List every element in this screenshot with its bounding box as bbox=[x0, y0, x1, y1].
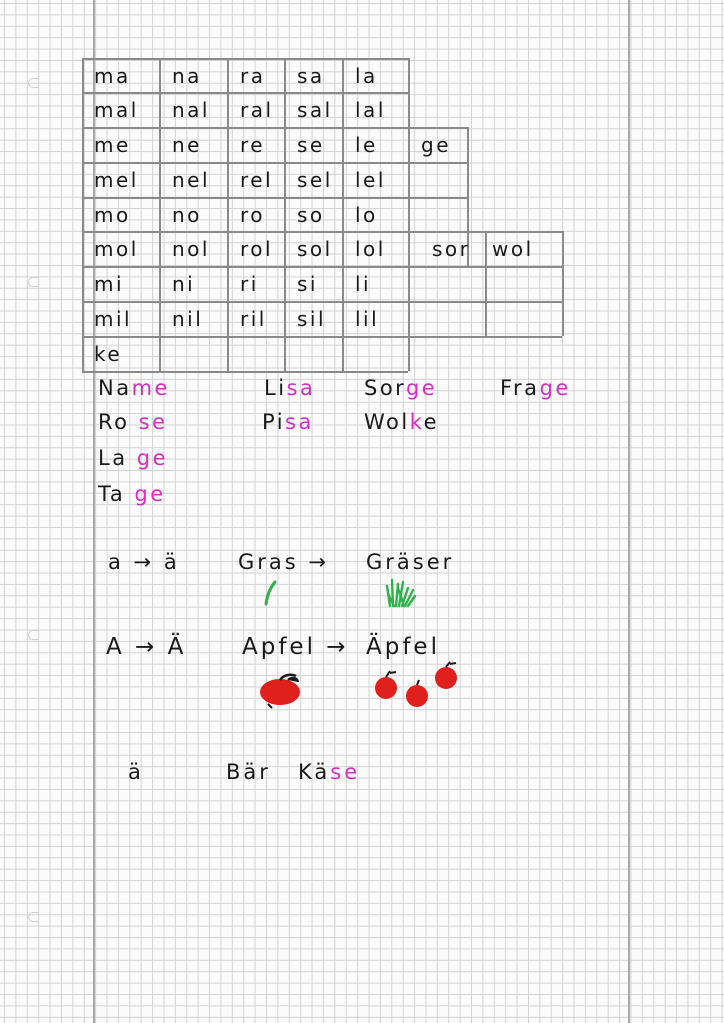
table-cell: le bbox=[355, 133, 378, 157]
table-cell: re bbox=[240, 133, 266, 157]
word-base: Fra bbox=[500, 376, 540, 400]
table-cell: nal bbox=[172, 98, 210, 122]
word-rose bbox=[98, 410, 168, 434]
table-cell: me bbox=[94, 133, 131, 157]
table-cell: ro bbox=[240, 203, 266, 227]
word-ending: ge bbox=[405, 376, 438, 400]
table-cell: sol bbox=[297, 237, 333, 261]
right-margin-line bbox=[628, 0, 630, 1023]
punch-hole bbox=[28, 912, 39, 922]
table-cell: li bbox=[355, 272, 372, 296]
word-ending: ge bbox=[136, 446, 168, 470]
single-grass-blade-icon bbox=[258, 580, 282, 606]
word-ending: ge bbox=[539, 376, 571, 400]
table-cell: lal bbox=[355, 98, 386, 122]
table-cell: nol bbox=[172, 237, 210, 261]
kaese-word bbox=[298, 760, 360, 784]
table-line bbox=[82, 371, 408, 373]
word-base: Li bbox=[264, 376, 287, 400]
word-ending: sa bbox=[285, 410, 314, 434]
table-cell: ge bbox=[421, 133, 451, 157]
table-cell: sa bbox=[297, 64, 325, 88]
table-cell: lo bbox=[355, 203, 378, 227]
word-ending: me bbox=[131, 376, 170, 400]
baer-word: Bär bbox=[226, 760, 271, 784]
three-apples-icon bbox=[370, 660, 466, 710]
word-ending: sa bbox=[286, 376, 316, 400]
table-cell: ne bbox=[172, 133, 202, 157]
word-ending: se bbox=[138, 410, 168, 434]
table-cell: mi bbox=[94, 272, 125, 296]
word-sorge bbox=[364, 376, 437, 400]
table-cell: ma bbox=[94, 64, 131, 88]
table-line bbox=[82, 336, 562, 338]
table-cell: wol bbox=[492, 237, 534, 261]
table-cell: no bbox=[172, 203, 202, 227]
table-cell: ral bbox=[240, 98, 274, 122]
word-ending: se bbox=[330, 760, 361, 784]
table-cell: lel bbox=[355, 168, 386, 192]
aepfel-word: Äpfel bbox=[366, 634, 440, 660]
word-tail: e bbox=[423, 410, 440, 434]
table-cell: mal bbox=[94, 98, 139, 122]
table-cell: ri bbox=[240, 272, 259, 296]
word-wolke bbox=[364, 410, 439, 434]
rule-uppercase-a-to-ae: A → Ä bbox=[106, 634, 187, 660]
table-cell: si bbox=[297, 272, 318, 296]
table-cell: lol bbox=[355, 237, 386, 261]
punch-hole bbox=[28, 277, 39, 287]
table-cell: mol bbox=[94, 237, 139, 261]
gras-arrow: Gras → bbox=[238, 550, 329, 574]
word-ending: ge bbox=[134, 482, 166, 506]
table-cell: ra bbox=[240, 64, 266, 88]
word-base: Wol bbox=[364, 410, 410, 434]
punch-hole bbox=[28, 78, 39, 88]
table-cell: lil bbox=[355, 307, 380, 331]
table-cell: so bbox=[297, 203, 325, 227]
word-tage bbox=[98, 482, 166, 506]
word-frage bbox=[500, 376, 571, 400]
table-cell: sel bbox=[297, 168, 333, 192]
table-cell: mil bbox=[94, 307, 133, 331]
table-line bbox=[562, 231, 564, 336]
word-base: Ro bbox=[98, 410, 139, 434]
word-lisa bbox=[264, 376, 315, 400]
apfel-arrow: Apfel → bbox=[242, 634, 349, 660]
table-cell: mel bbox=[94, 168, 139, 192]
table-cell: na bbox=[172, 64, 202, 88]
grass-tuft-icon bbox=[384, 576, 418, 608]
table-cell: mo bbox=[94, 203, 131, 227]
table-cell: sal bbox=[297, 98, 333, 122]
word-lage bbox=[98, 446, 168, 470]
apple-icon bbox=[256, 670, 306, 710]
word-base: Sor bbox=[364, 376, 406, 400]
table-cell: nel bbox=[172, 168, 211, 192]
table-cell: sil bbox=[297, 307, 327, 331]
table-cell: ke bbox=[94, 342, 123, 366]
ae-letter: ä bbox=[128, 760, 144, 784]
table-cell: sor bbox=[432, 237, 471, 261]
word-base: Pi bbox=[262, 410, 286, 434]
word-ending: k bbox=[409, 410, 424, 434]
word-pisa bbox=[262, 410, 314, 434]
table-cell: nil bbox=[172, 307, 204, 331]
table-cell: rol bbox=[240, 237, 274, 261]
word-base: La bbox=[98, 446, 137, 470]
word-base: Na bbox=[98, 376, 132, 400]
table-cell: rel bbox=[240, 168, 274, 192]
table-cell: ni bbox=[172, 272, 196, 296]
word-base: Ta bbox=[98, 482, 135, 506]
table-cell: ril bbox=[240, 307, 267, 331]
table-cell: la bbox=[355, 64, 378, 88]
word-base: Kä bbox=[298, 760, 331, 784]
rule-lowercase-a-to-ae: a → ä bbox=[108, 550, 180, 574]
graeser-word: Gräser bbox=[366, 550, 455, 574]
table-cell: se bbox=[297, 133, 325, 157]
word-name bbox=[98, 376, 170, 400]
punch-hole bbox=[28, 630, 39, 640]
